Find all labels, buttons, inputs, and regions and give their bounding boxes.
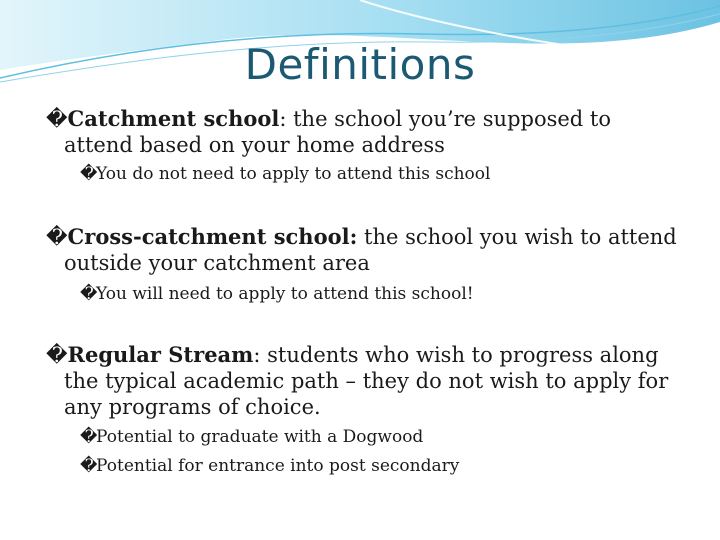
- sub-list-item: [80, 163, 690, 185]
- definition: the school you’re supposed to attend based on your home address: [64, 107, 612, 157]
- sub-bullet-icon: �: [80, 427, 98, 447]
- sub-item-text: Potential to graduate with a Dogwood: [96, 427, 424, 447]
- slide-title: Definitions: [244, 40, 476, 89]
- sub-item-text: You do not need to apply to attend this school: [96, 164, 491, 184]
- sub-item-text: Potential for entrance into post secondary: [96, 456, 460, 476]
- bullet-icon: �: [46, 343, 68, 367]
- term: Catchment school: [67, 106, 280, 131]
- sub-list-item: [80, 283, 690, 305]
- sub-list-item: [80, 455, 690, 477]
- definition: the school you wish to attend outside your catchment area: [64, 225, 677, 275]
- sub-bullet-icon: �: [80, 284, 98, 304]
- term: Regular Stream: [67, 342, 254, 367]
- list-item: [46, 224, 686, 276]
- definition: students who wish to progress along the typical academic path – they do not wish to apply for any programs of choice.: [64, 343, 669, 419]
- list-item: [46, 106, 686, 158]
- term-separator: :: [253, 343, 261, 367]
- bullet-icon: �: [46, 225, 68, 249]
- term-separator: :: [279, 107, 287, 131]
- sub-bullet-icon: �: [80, 164, 98, 184]
- sub-item-text: You will need to apply to attend this school!: [96, 284, 474, 304]
- bullet-icon: �: [46, 107, 68, 131]
- sub-list-item: [80, 426, 690, 448]
- sub-bullet-icon: �: [80, 456, 98, 476]
- term: Cross-catchment school:: [67, 224, 358, 249]
- list-item: [46, 342, 686, 420]
